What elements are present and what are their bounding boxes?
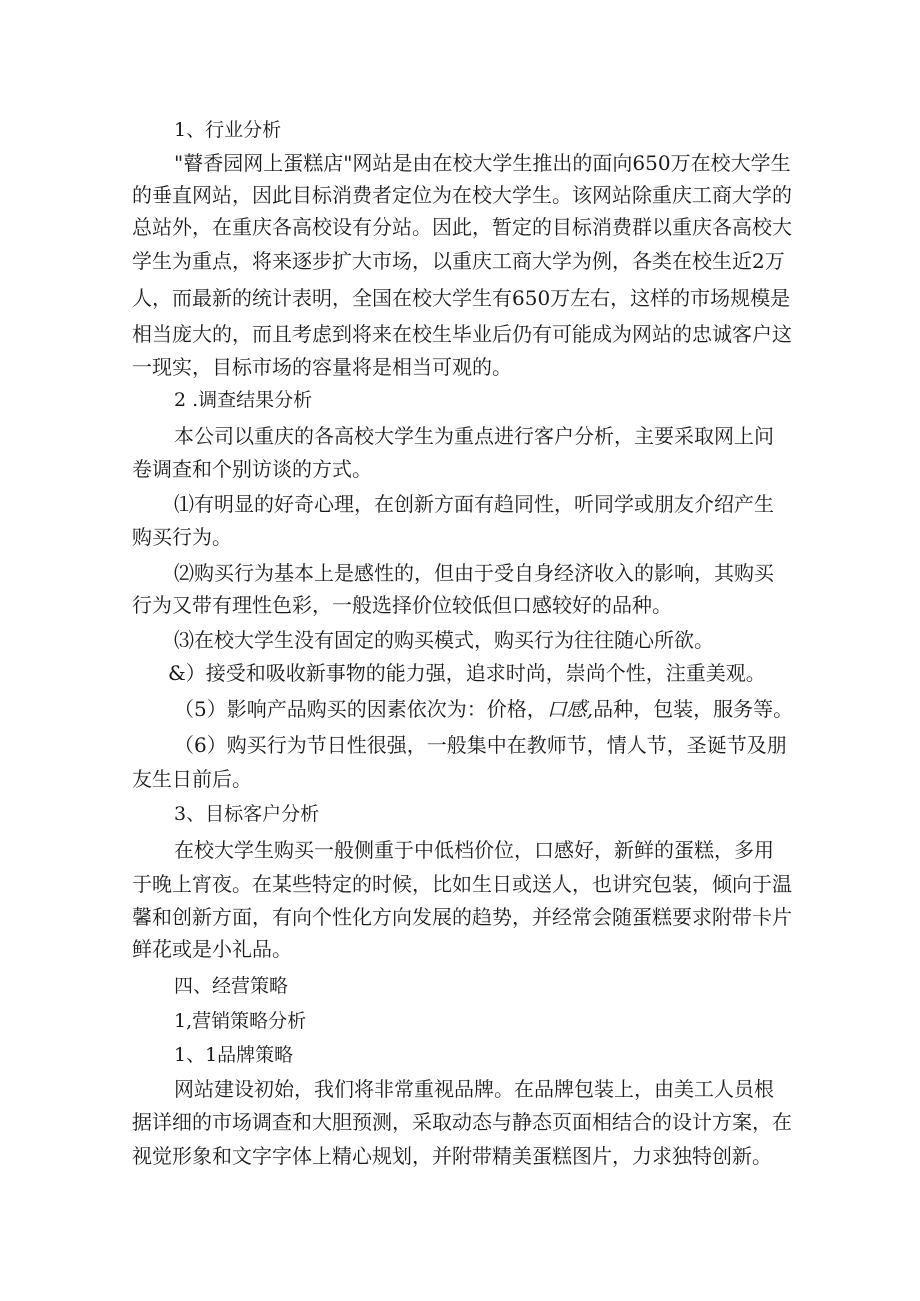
paragraph-line: 据详细的市场调查和大胆预测，采取动态与静态页面相结合的设计方案，在 xyxy=(132,1110,792,1134)
paragraph-line: 馨和创新方面，有向个性化方向发展的趋势，并经常会随蛋糕要求附带卡片 xyxy=(132,905,792,929)
heading-marketing-strategy: 1,营销策略分析 xyxy=(174,1010,307,1032)
list-item-5 xyxy=(174,697,793,721)
paragraph-line: 网站建设初始，我们将非常重视品牌。在品牌包装上，由美工人员根 xyxy=(174,1077,774,1101)
paragraph-line: 购买行为。 xyxy=(132,525,232,549)
paragraph-line: 一现实，目标市场的容量将是相当可观的。 xyxy=(132,355,512,379)
paragraph-line: 相当庞大的，而且考虑到将来在校生毕业后仍有可能成为网站的忠诚客户这 xyxy=(132,322,792,346)
heading-brand-strategy: 1、1品牌策略 xyxy=(174,1044,294,1066)
heading-industry-analysis: 1、行业分析 xyxy=(174,119,282,141)
list-item-3: ⑶在校大学生没有固定的购买模式，购买行为往往随心所欲。 xyxy=(174,628,714,652)
heading-business-strategy: 四、经营策略 xyxy=(174,975,289,997)
list-item-5-end: 品种，包装，服务等。 xyxy=(593,697,794,721)
list-item-1: ⑴有明显的好奇心理，在创新方面有趋同性，听同学或朋友介绍产生 xyxy=(174,492,774,516)
paragraph-line: 总站外，在重庆各高校设有分站。因此，暂定的目标消费群以重庆各高校大 xyxy=(132,215,792,239)
paragraph-line: "瞽香园网上蛋糕店"网站是由在校大学生推出的面向650万在校大学生 xyxy=(174,151,791,175)
paragraph-line: 卷调查和个别访谈的方式。 xyxy=(132,457,372,481)
paragraph-line: 在校大学生购买一般侧重于中低档价位，口感好，新鲜的蛋糕，多用 xyxy=(174,838,774,862)
heading-survey-analysis: 2 .调查结果分析 xyxy=(174,389,313,411)
paragraph-line: 鲜花或是小礼品。 xyxy=(132,937,292,961)
paragraph-line: 人，而最新的统计表明，全国在校大学生有650万左右，这样的市场规模是 xyxy=(132,286,791,310)
paragraph-line: 于晚上宵夜。在某些特定的时候，比如生日或送人，也讲究包装，倾向于温 xyxy=(132,872,792,896)
list-item-5-start: （5）影响产品购买的因素依次为：价格， xyxy=(174,697,547,721)
paragraph-line: 友生日前后。 xyxy=(132,767,252,791)
paragraph-line: 的垂直网站，因此目标消费者定位为在校大学生。该网站除重庆工商大学的 xyxy=(132,183,792,207)
paragraph-line: 行为又带有理性色彩，一般选择价位较低但口感较好的品种。 xyxy=(132,593,672,617)
list-item-2: ⑵购买行为基本上是感性的，但由于受自身经济收入的影响，其购买 xyxy=(174,561,774,585)
paragraph-line: 本公司以重庆的各高校大学生为重点进行客户分析，主要采取网上问 xyxy=(174,424,774,448)
list-item-6: （6）购买行为节日性很强，一般集中在教师节，情人节，圣诞节及朋 xyxy=(174,733,787,757)
list-item-5-italic: 口感, xyxy=(546,697,594,721)
paragraph-line: 视觉形象和文字字体上精心规划，并附带精美蛋糕图片，力求独特创新。 xyxy=(132,1144,772,1168)
paragraph-line: 学生为重点，将来逐步扩大市场，以重庆工商大学为例，各类在校生近2万 xyxy=(132,249,785,273)
heading-target-customer: 3、目标客户分析 xyxy=(174,803,320,825)
list-item-4: &）接受和吸收新事物的能力强，追求时尚，崇尚个性，注重美观。 xyxy=(168,661,766,685)
